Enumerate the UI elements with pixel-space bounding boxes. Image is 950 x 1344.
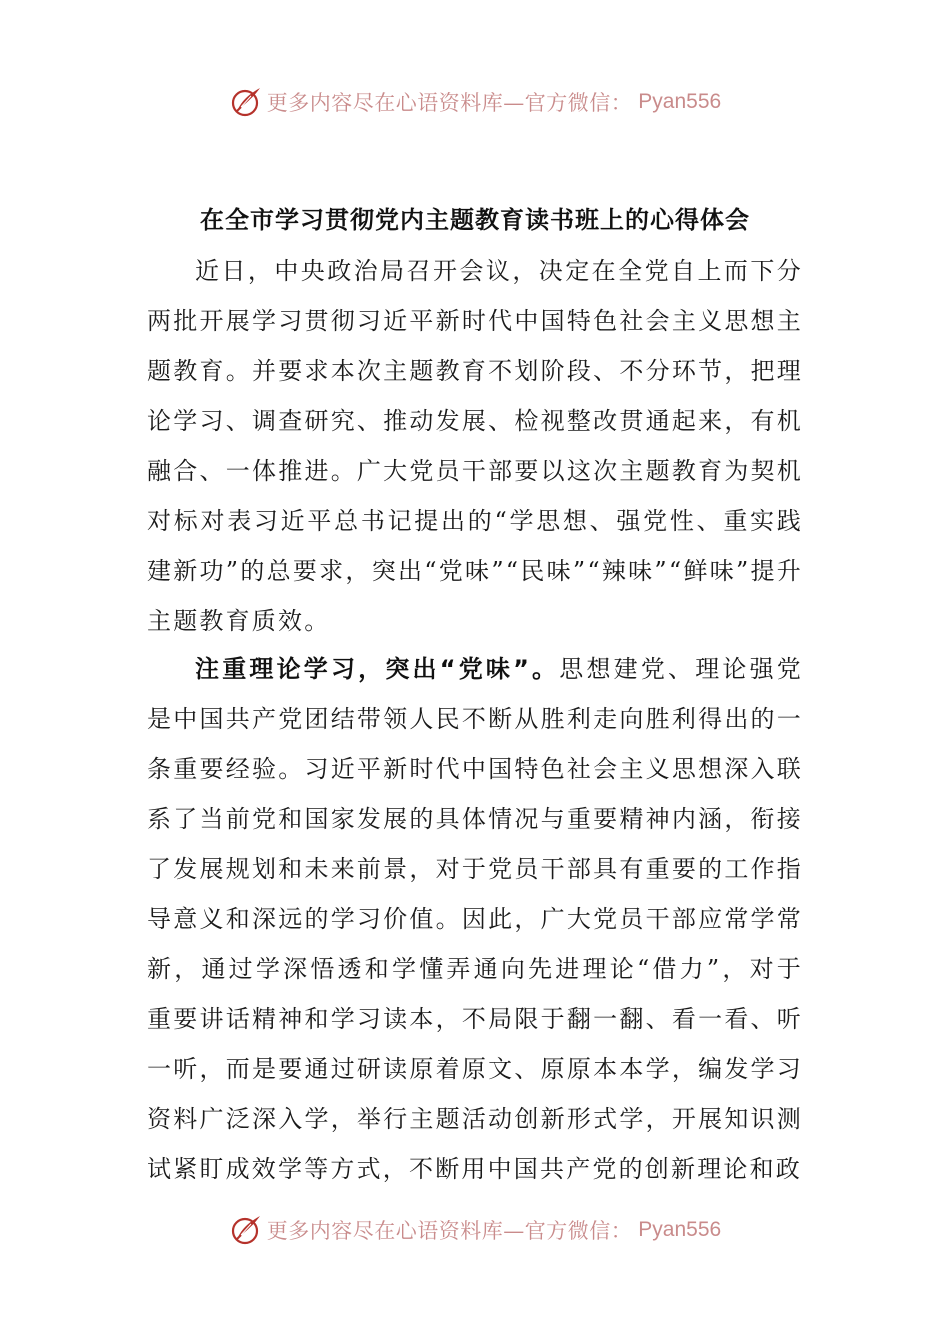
wechat-id: Pyan556 xyxy=(638,1218,722,1241)
quill-logo-icon xyxy=(229,1213,263,1247)
wechat-id: Pyan556 xyxy=(638,90,722,113)
paragraph-2 xyxy=(147,644,803,1194)
banner-text: 更多内容尽在心语资料库—官方微信： xyxy=(266,1219,633,1243)
banner-text: 更多内容尽在心语资料库—官方微信： xyxy=(266,91,633,115)
quill-logo-icon xyxy=(229,85,263,119)
footer-banner xyxy=(0,1210,950,1250)
header-banner xyxy=(0,82,950,122)
paragraph-2-body: 思想建党、理论强党是中国共产党团结带领人民不断从胜利走向胜利得出的一条重要经验。习近平新时代中国特色社会主义思想深入联系了当前党和国家发展的具体情况与重要精神内涵，衔接了发展规划和未来前景，对于党员干部具有重要的工作指导意义和深远的学习价值。因此，广大党员干部应常学常新，通过学深悟透和学懂弄通向先进理论“借力”，对于重要讲话精神和学习读本，不局限于翻一翻、看一看、听一听，而是要通过研读原着原文、原原本本学，编发学习资料广泛深入学，举行主题活动创新形式学，开展知识测试紧盯成效学等方式，不断用中国共产党的创新理论和政 xyxy=(147,655,803,1183)
paragraph-1: 近日，中央政治局召开会议，决定在全党自上而下分两批开展学习贯彻习近平新时代中国特色社会主义思想主题教育。并要求本次主题教育不划阶段、不分环节，把理论学习、调查研究、推动发展、检视整改贯通起来，有机融合、一体推进。广大党员干部要以这次主题教育为契机对标对表习近平总书记提出的“学思想、强党性、重实践建新功”的总要求，突出“党味”“民味”“辣味”“鲜味”提升主题教育质效。 xyxy=(147,257,803,635)
document-title: 在全市学习贯彻党内主题教育读书班上的心得体会 xyxy=(200,206,750,234)
paragraph-2-heading: 注重理论学习，突出“党味”。 xyxy=(195,655,560,683)
